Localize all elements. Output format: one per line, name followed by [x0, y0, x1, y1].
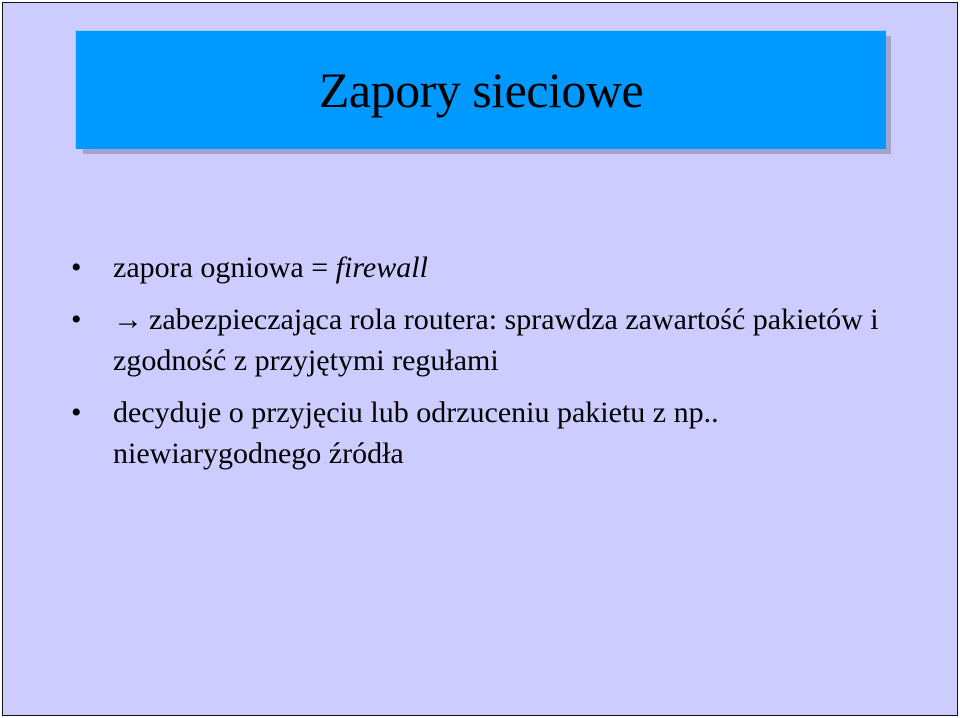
bullet-text: zabezpieczająca rola routera: sprawdza zawartość pakietów i zgodność z przyjętymi regułami [113, 303, 879, 377]
slide [2, 2, 958, 716]
bullet-item-router-role [71, 299, 931, 381]
bullet-dot-icon: • [71, 396, 82, 429]
bullet-item-decision [71, 392, 931, 474]
bullet-item-firewall [71, 247, 931, 288]
bullet-dot-icon: • [71, 303, 82, 336]
bullet-text-emphasis: firewall [335, 251, 428, 284]
bullet-text: decyduje o przyjęciu lub odrzuceniu pakietu z np.. niewiarygodnego źródła [113, 396, 719, 470]
bullet-list [71, 247, 931, 485]
slide-title: Zapory sieciowe [318, 62, 644, 118]
title-box [75, 30, 886, 149]
bullet-text-prefix: zapora ogniowa = [113, 251, 336, 284]
bullet-dot-icon: • [71, 251, 82, 284]
right-arrow-icon: → [113, 303, 143, 336]
